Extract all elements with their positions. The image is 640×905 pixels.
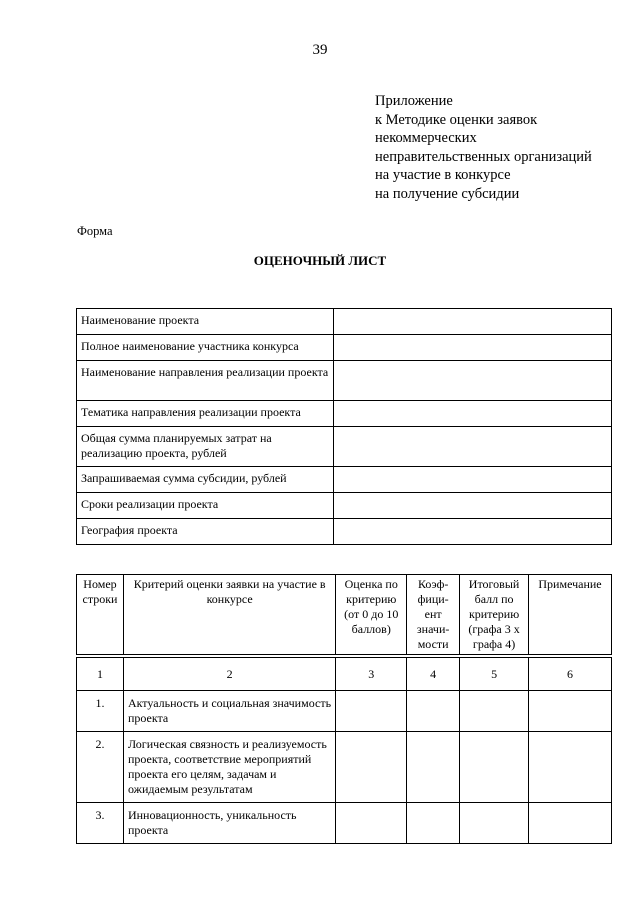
table-row	[77, 803, 612, 844]
subsidy-amount-label: Запрашиваемая сумма субсидии, рублей	[77, 467, 334, 493]
row-number: 3.	[77, 803, 124, 844]
appendix-line: на получение субсидии	[375, 185, 520, 202]
form-label: Форма	[77, 224, 113, 238]
column-number: 5	[460, 658, 529, 691]
subsidy-amount-field[interactable]	[334, 467, 612, 493]
score-cell[interactable]	[336, 803, 407, 844]
direction-name-label: Наименование направления реализации проекта	[77, 361, 334, 401]
table-row	[77, 493, 612, 519]
appendix-line: Приложение	[375, 93, 453, 109]
column-number: 4	[407, 658, 460, 691]
page-number: 39	[312, 42, 328, 58]
column-header-criterion: Критерий оценки заявки на участие в конкурсе	[123, 575, 335, 655]
column-header-row-number: Номер строки	[77, 575, 124, 655]
participant-name-field[interactable]	[334, 335, 612, 361]
column-header-note: Примечание	[529, 575, 612, 655]
total-cost-field[interactable]	[334, 427, 612, 467]
row-number: 1.	[77, 691, 124, 732]
criterion-text: Инновационность, уникальность проекта	[123, 803, 335, 844]
document-title: ОЦЕНОЧНЫЙ ЛИСТ	[253, 253, 387, 268]
table-row	[77, 401, 612, 427]
table-header-row	[77, 575, 612, 655]
appendix-note	[375, 92, 592, 203]
appendix-line: к Методике оценки заявок	[375, 111, 538, 128]
total-score-cell[interactable]	[460, 803, 529, 844]
project-info-table	[76, 308, 612, 545]
column-header-score: Оценка по критерию (от 0 до 10 баллов)	[336, 575, 407, 655]
table-row	[77, 732, 612, 803]
appendix-line: неправительственных организаций	[375, 148, 592, 165]
note-cell[interactable]	[529, 691, 612, 732]
total-cost-label: Общая сумма планируемых затрат на реализацию проекта, рублей	[77, 427, 334, 467]
total-score-cell[interactable]	[460, 691, 529, 732]
appendix-line: некоммерческих	[375, 130, 477, 146]
column-header-coefficient: Коэф-фици-ент значи-мости	[407, 575, 460, 655]
table-row	[77, 361, 612, 401]
table-row	[77, 691, 612, 732]
appendix-line: на участие в конкурсе	[375, 167, 511, 183]
criteria-table	[76, 574, 612, 844]
score-cell[interactable]	[336, 691, 407, 732]
table-row	[77, 335, 612, 361]
table-row	[77, 427, 612, 467]
column-number: 6	[529, 658, 612, 691]
participant-name-label: Полное наименование участника конкурса	[77, 335, 334, 361]
coefficient-cell[interactable]	[407, 732, 460, 803]
project-dates-field[interactable]	[334, 493, 612, 519]
project-name-field[interactable]	[334, 309, 612, 335]
score-cell[interactable]	[336, 732, 407, 803]
direction-name-field[interactable]	[334, 361, 612, 401]
column-number: 1	[77, 658, 124, 691]
direction-topic-field[interactable]	[334, 401, 612, 427]
table-row	[77, 467, 612, 493]
project-geography-label: География проекта	[77, 519, 334, 545]
column-numbers-row	[77, 658, 612, 691]
criterion-text: Актуальность и социальная значимость проекта	[123, 691, 335, 732]
project-name-label: Наименование проекта	[77, 309, 334, 335]
project-geography-field[interactable]	[334, 519, 612, 545]
direction-topic-label: Тематика направления реализации проекта	[77, 401, 334, 427]
column-number: 2	[123, 658, 335, 691]
coefficient-cell[interactable]	[407, 803, 460, 844]
project-dates-label: Сроки реализации проекта	[77, 493, 334, 519]
column-header-total: Итоговый балл по критерию (графа 3 x графа 4)	[460, 575, 529, 655]
note-cell[interactable]	[529, 732, 612, 803]
table-row	[77, 309, 612, 335]
table-row	[77, 519, 612, 545]
criterion-text: Логическая связность и реализуемость проекта, соответствие мероприятий проекта его целям, задачам и ожидаемым результатам	[123, 732, 335, 803]
note-cell[interactable]	[529, 803, 612, 844]
row-number: 2.	[77, 732, 124, 803]
column-number: 3	[336, 658, 407, 691]
total-score-cell[interactable]	[460, 732, 529, 803]
coefficient-cell[interactable]	[407, 691, 460, 732]
